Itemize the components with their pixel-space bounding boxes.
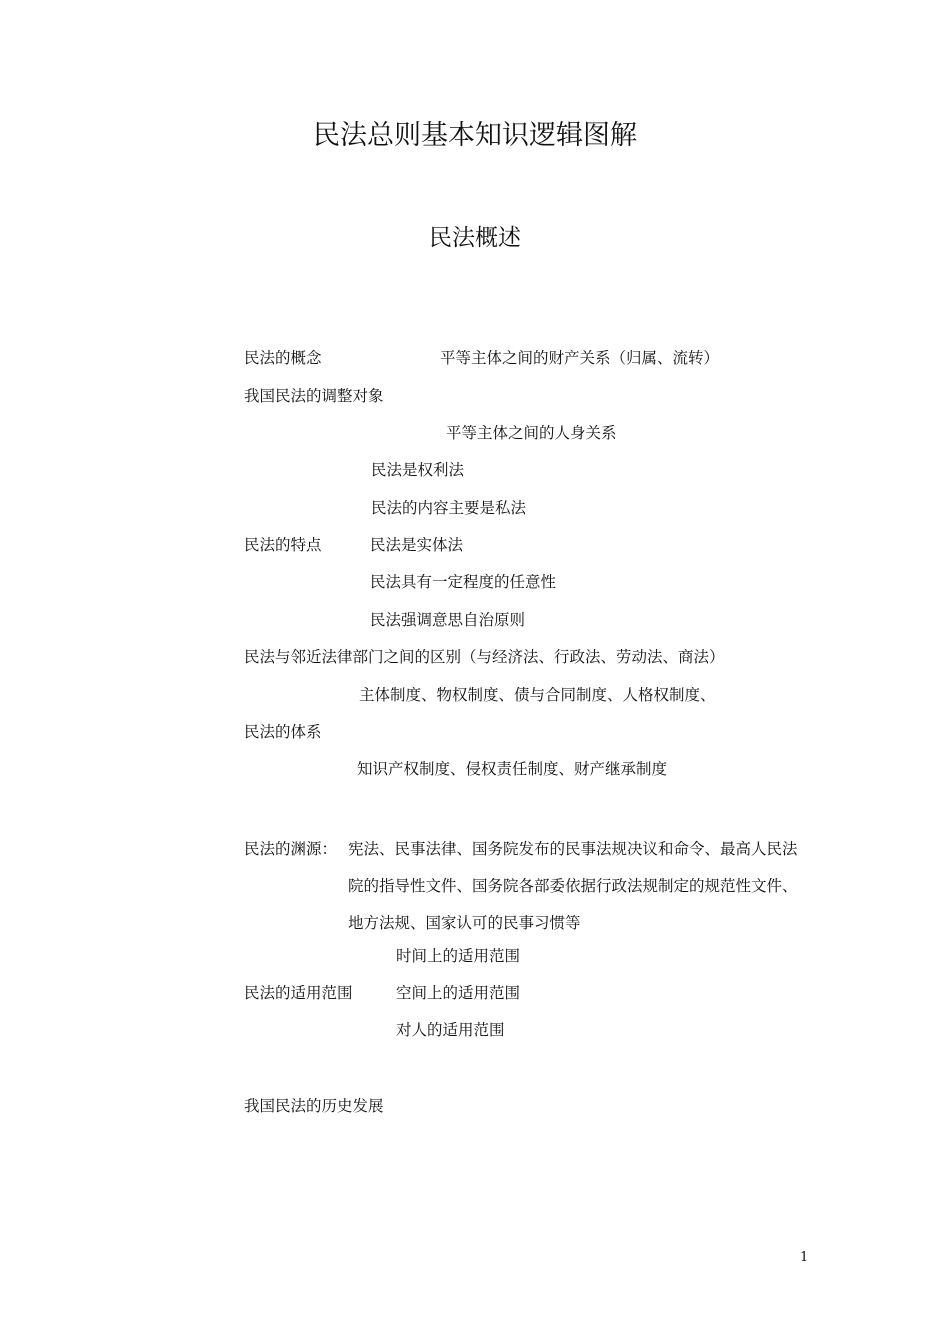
feature-item: 民法是权利法	[371, 461, 465, 479]
system-line: 主体制度、物权制度、债与合同制度、人格权制度、	[359, 686, 716, 704]
features-label: 民法的特点	[244, 536, 322, 554]
scope-item: 对人的适用范围	[396, 1021, 505, 1039]
sources-label: 民法的渊源：	[244, 840, 338, 858]
property-relation-text: 平等主体之间的财产关系（归属、流转）	[440, 349, 720, 367]
scope-item: 时间上的适用范围	[396, 947, 521, 965]
sources-paragraph	[244, 831, 809, 942]
personal-relation-text: 平等主体之间的人身关系	[446, 424, 617, 442]
distinction-text: 民法与邻近法律部门之间的区别（与经济法、行政法、劳动法、商法）	[244, 648, 725, 666]
history-heading: 我国民法的历史发展	[244, 1097, 384, 1115]
feature-item: 民法具有一定程度的任意性	[370, 573, 557, 591]
page-number: 1	[800, 1250, 809, 1265]
sources-text: 宪法、民事法律、国务院发布的民事法规决议和命令、最高人民法院的指导性文件、国务院各部委依据行政法规制定的规范性文件、地方法规、国家认可的民事习惯等	[348, 840, 798, 932]
concept-label: 民法的概念	[244, 349, 322, 367]
adjustment-object-label: 我国民法的调整对象	[244, 387, 384, 405]
page-title: 民法总则基本知识逻辑图解	[313, 120, 637, 151]
feature-item: 民法的内容主要是私法	[371, 499, 527, 517]
scope-item: 空间上的适用范围	[396, 984, 521, 1002]
feature-item: 民法是实体法	[370, 536, 464, 554]
scope-label: 民法的适用范围	[244, 984, 353, 1002]
system-label: 民法的体系	[244, 723, 322, 741]
feature-item: 民法强调意思自治原则	[370, 611, 526, 629]
section-title: 民法概述	[429, 225, 521, 251]
system-line: 知识产权制度、侵权责任制度、财产继承制度	[357, 760, 668, 778]
